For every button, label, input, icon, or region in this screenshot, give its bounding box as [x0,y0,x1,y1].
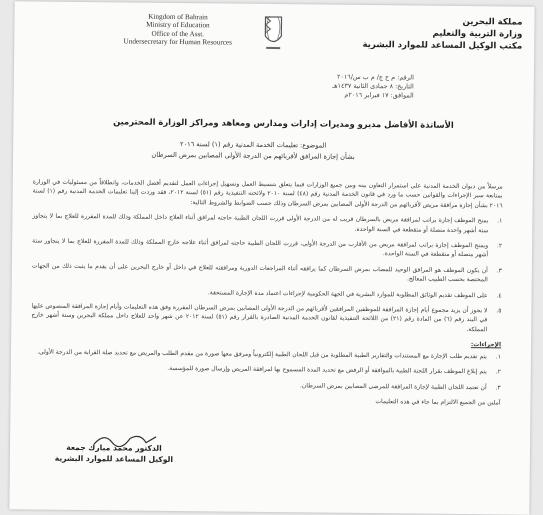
document-meta [244,72,414,101]
item-number: ١. [495,353,502,361]
document-page [9,1,534,514]
item-number: ٣. [495,383,501,391]
item-text: يتم تقديم طلب الإجازة مع المستندات والتقارير الطبية المطلوبة من قبل اللجان الطبية إلكترونياً ومرفق معها صورة من مقدم الطلب والمريض مع تحديد صلة القرابة من الدرجة الأولى. [37,348,488,360]
closing-line: آملين من الجميع الالتزام بما جاء في هذه التعليمات [375,397,501,407]
condition-item [31,302,501,335]
office-name-en: Office of the Asst. [151,29,205,39]
item-number: ٢. [496,242,503,250]
item-text: يمنح الموظف إجازة براتب لمرافقة مريض بالسرطان قريب له من الدرجة الأولى قررت اللجان الطبية حاجته لمرافق أثناء العلاج داخل المملكة وذلك للمدة المقررة للعلاج بما لا يتجاوز ستة أشهر واحدة متصلة أو متقطعة في السنة الواحدة. [32,212,489,234]
date-gregorian: الموافق: ١٧ فبراير ٢٠١٦م [344,91,414,100]
item-number: ١. [497,217,503,225]
subject-line: الموضوع: تعليمات الخدمة المدنية رقم (١) لسنة ٢٠١٦ [180,140,327,150]
condition-item [32,261,502,285]
item-text: أن تعتمد اللجان الطبية لإجازة المرافقة للمرضى المصابين بمرض السرطان. [299,381,487,391]
subject-detail: بشأن إجازة المرافق لأقربائهم من الدرجة الأولى المصابين بمرض السرطان [151,150,355,161]
signatory-name: الدكتور محمد مبارك جمعة [66,442,162,453]
bahrain-crest-icon [262,14,284,52]
item-text: أن يكون الموظف هو المرافق الوحيد للمصاب بمرض السرطان كما يرافقه أثناء المراجعات الدورية ومرافقته للعلاج في داخل أو خارج البحرين على أن يقدم ما يثبت ذلك من الجهات المختصة بحسب الطبيب المعالج. [31,262,488,284]
addressee: الأساتذة الأفاضل مديرو ومديرات إدارات ومدارس ومعاهد ومراكز الوزارة المحترمين [113,116,454,130]
item-text: يتم إبلاغ الموظف بقرار اللجنة الطبية بالموافقة أو الرفض مع تحديد المدة المسموح بها لمرافقة المريض وإرسال صورة للمؤسسة. [167,365,487,376]
item-text: لا يجوز أن يزيد مجموع أيام إجازة المرافقة للموظفين المرافقين لأقربائهم من الدرجة الأولى المصابين بمرض السرطان المقررة وفق هذه التعليمات وأيام إجازة المرافقة المنصوص عليها في البند رقم (٦) من المادة رقم (٢١) من اللائحة التنفيذية لقانون الخدمة المدنية الصادرة بالقرار رقم (٥١) لسنة ٢٠١٢ عن شهر واحد للعلاج داخل مملكة البحرين وستة أشهر خارج المملكة. [31,302,488,334]
subject [53,138,453,164]
signatory-title: الوكيل المساعد للموارد البشرية [54,453,174,464]
signature-block [54,442,174,465]
letter-body [30,177,502,413]
item-number: ٥. [496,307,502,315]
condition-item [32,286,502,300]
office-name-ar: مكتب الوكيل المساعد للموارد البشرية [362,39,523,52]
date-hijri: التاريخ: ٨ جمادى الثانية ١٤٣٧هـ [332,81,414,91]
country-name-en: Kingdom of Bahrain [148,12,208,22]
item-number: ٤. [496,292,502,300]
condition-item [32,237,502,261]
procedures-heading: الإجراءات: [470,341,502,349]
item-text: ويمنح الموظف إجازة براتب لمرافقة مريض من الأقارب من الدرجة الأولى، قررت اللجان الطبية حاجته لمرافق أثناء علاجه خارج المملكة وذلك للمدة المقررة للعلاج بما لا يتجاوز ستة أشهر متصلة أو متقطعة في السنة الواحدة. [32,237,489,259]
ministry-name-ar: وزارة التربية والتعليم [432,28,523,40]
item-number: ٢. [495,368,501,376]
item-number: ٣. [496,267,502,275]
department-name-en: Undersecretary for Human Resources [123,37,232,47]
ministry-name-en: Ministry of Education [146,21,210,30]
procedure-item [31,363,501,377]
condition-item [32,212,502,236]
letterhead-english [110,12,245,47]
reference-number: الرقم: م ح ج/ م ب س/٢٠١٦ [336,72,414,82]
intro-paragraph: مرسلاً من ديوان الخدمة المدنية على استمرار التعاون بينه وبين جميع الوزارات فيما يتعلق بتبسيط العمل وتسهيل إجراءات العمل لتقديم أفضل الخدمات، وانطلاقاً من مسئوليات في الوزارة بمتابعة سير الإجراءات والقوانين حسب ما ورد في قانون الخدمة المدنية رقم (٤٨) لسنة ٢٠١٠ ولائحته التنفيذية رقم (٥١) لسنة ٢٠١٢، فقد وردت إلينا تعليمات الخدمة المدنية رقم (١) لسنة ٢٠١٦ بشأن إجازة مرافقة مريض لأقربائهم من الدرجة الأولى المصابين بمرض السرطان وذلك حسب الضوابط والشروط التالية: [32,178,503,210]
item-text: على الموظف تقديم الوثائق المطلوبة للموارد البشرية في الجهة الحكومية لإجراءات اعتماد مدة الإجازة المستحقة. [207,288,488,299]
country-name-ar: مملكة البحرين [462,16,523,28]
procedure-item [31,378,501,392]
letterhead-arabic [332,15,522,53]
